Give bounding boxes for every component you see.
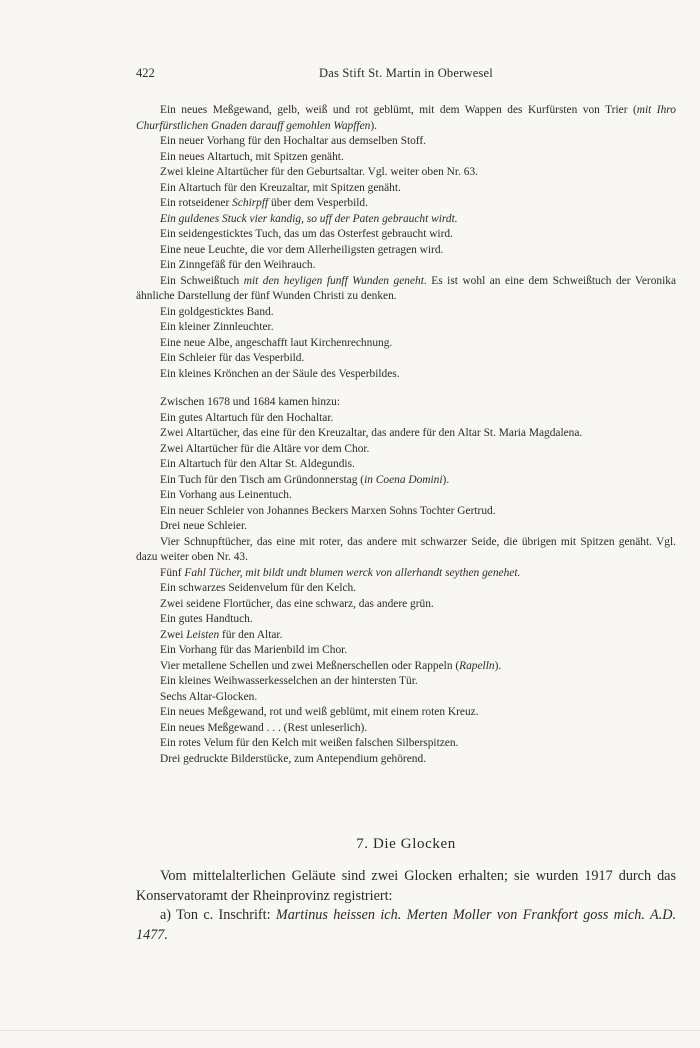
page-header (136, 66, 676, 84)
inventory-item (136, 473, 676, 489)
page-number: 422 (136, 66, 155, 80)
text-run: Ein Zinngefäß für den Weihrauch. (160, 259, 316, 271)
inventory-item (136, 628, 676, 644)
inventory-item (136, 752, 676, 768)
inventory-item (136, 196, 676, 212)
text-run: Zwei Altartücher, das eine für den Kreuzaltar, das andere für den Altar St. Maria Magdalena. (160, 427, 583, 439)
italic-quote: Fahl Tücher, mit bildt undt blumen werck von allerhandt seythen genehet. (184, 566, 521, 579)
text-run: Zwei kleine Altartücher für den Geburtsaltar. Vgl. weiter oben Nr. 63. (160, 166, 478, 178)
inventory-item (136, 643, 676, 659)
inventory-item (136, 305, 676, 321)
inventory-item (136, 103, 676, 134)
text-run: Fünf (160, 566, 185, 579)
inventory-item (136, 411, 676, 427)
text-run: ). (370, 119, 377, 132)
text-run: Ein gutes Altartuch für den Hochaltar. (160, 411, 334, 424)
text-run: Ein Altartuch für den Altar St. Aldegundis. (160, 458, 355, 470)
inventory-item (136, 212, 676, 228)
text-run: Sechs Altar-Glocken. (160, 690, 258, 703)
text-run: Vom mittelalterlichen Geläute sind zwei Glocken erhalten; sie wurden 1917 durch das Konservatoramt der Rheinprovinz registriert: (136, 868, 676, 904)
italic-quote: Martinus heissen ich. Merten Moller von Frankfort goss mich. A.D. 1477. (136, 907, 677, 943)
list-gap (136, 382, 676, 395)
body-paragraph (136, 867, 676, 906)
text-run: Ein Schweißtuch (160, 274, 244, 287)
inventory-item (136, 457, 676, 473)
inventory-item (136, 258, 676, 274)
text-run: Drei gedruckte Bilderstücke, zum Antependium gehörend. (160, 752, 427, 765)
inventory-item (136, 274, 676, 305)
page-bottom-edge (0, 1030, 700, 1031)
text-run: Ein goldgesticktes Band. (160, 305, 274, 318)
text-run: Eine neue Albe, angeschafft laut Kirchenrechnung. (160, 336, 393, 349)
italic-quote: mit Ihro Churfürstlichen Gnaden darauff gemohlen Wapffen (136, 104, 676, 132)
text-run: Ein Altartuch für den Kreuzaltar, mit Spitzen genäht. (160, 181, 401, 194)
text-run: Ein Tuch für den Tisch am Gründonnerstag ( (160, 473, 365, 486)
inventory-item (136, 504, 676, 520)
inventory-item (136, 320, 676, 336)
text-run: Ein kleiner Zinnleuchter. (160, 321, 274, 333)
italic-quote: Leisten (186, 628, 220, 641)
italic-quote: Rapelln (459, 659, 495, 672)
inventory-item (136, 181, 676, 197)
body-paragraph (136, 906, 676, 945)
inventory-item (136, 442, 676, 458)
inventory-item (136, 426, 676, 442)
text-run: Ein Schleier für das Vesperbild. (160, 352, 305, 364)
inventory-intro: Zwischen 1678 und 1684 kamen hinzu: (160, 396, 341, 408)
italic-quote: mit den heyligen funff Wunden geneht (243, 274, 424, 287)
inventory-item (136, 705, 676, 721)
text-run: Zwei seidene Flortücher, das eine schwarz, das andere grün. (160, 597, 434, 610)
body-text (136, 867, 676, 945)
inventory-item (136, 597, 676, 613)
text-run: Ein neues Meßgewand, gelb, weiß und rot geblümt, mit dem Wappen des Kurfürsten von Trier ( (160, 104, 637, 116)
inventory-list-part-1 (136, 103, 676, 382)
text-run: Eine neue Leuchte, die vor dem Allerheiligsten getragen wird. (160, 243, 444, 256)
text-run: Ein Vorhang für das Marienbild im Chor. (160, 644, 348, 656)
italic-quote: Ein guldenes Stuck vier kandig, so uff der Paten gebraucht wirdt. (160, 212, 458, 225)
inventory-item (136, 581, 676, 597)
inventory-item (136, 519, 676, 535)
text-run: Zwei Altartücher für die Altäre vor dem Chor. (160, 442, 370, 455)
inventory-item (136, 612, 676, 628)
inventory-item (136, 243, 676, 259)
inventory-item (136, 150, 676, 166)
text-run: Vier metallene Schellen und zwei Meßnerschellen oder Rappeln ( (160, 659, 460, 672)
inventory-item (136, 165, 676, 181)
text-run: ). (442, 473, 450, 486)
text-run: ). (494, 659, 502, 672)
text-run: Drei neue Schleier. (160, 520, 247, 532)
text-run: Ein gutes Handtuch. (160, 613, 253, 625)
text-run: a) Ton c. Inschrift: (160, 907, 276, 924)
inventory-item (136, 535, 676, 566)
text-run: Ein seidengesticktes Tuch, das um das Osterfest gebraucht wird. (160, 228, 453, 240)
inventory-item (136, 134, 676, 150)
inventory-item (136, 721, 676, 737)
text-run: Ein kleines Krönchen an der Säule des Vesperbildes. (160, 367, 400, 380)
text-run: Ein rotes Velum für den Kelch mit weißen falschen Silberspitzen. (160, 737, 459, 749)
inventory-item (136, 736, 676, 752)
text-run: Vier Schnupftücher, das eine mit roter, das andere mit schwarzer Seide, die übrigen mit Spitzen genäht. Vgl. dazu weiter oben Nr. 43. (136, 535, 676, 563)
text-run: Zwei (160, 628, 187, 641)
text-run: Ein neues Meßgewand, rot und weiß geblümt, mit einem roten Kreuz. (160, 706, 479, 718)
text-run: Ein Vorhang aus Leinentuch. (160, 489, 292, 501)
inventory-item (136, 566, 676, 582)
inventory-item (136, 690, 676, 706)
text-run: für den Altar. (219, 628, 283, 641)
inventory-list-part-2 (136, 411, 676, 768)
text-run: Ein rotseidener (160, 197, 233, 209)
text-run: über dem Vesperbild. (268, 197, 368, 209)
inventory-item (136, 674, 676, 690)
text-run: Ein neues Altartuch, mit Spitzen genäht. (160, 150, 344, 163)
inventory-item (136, 367, 676, 383)
inventory-item (136, 659, 676, 675)
text-run: Ein schwarzes Seidenvelum für den Kelch. (160, 582, 357, 594)
inventory-item (136, 488, 676, 504)
inventory-list (136, 103, 676, 767)
text-run: Ein neuer Schleier von Johannes Beckers Marxen Sohns Tochter Gertrud. (160, 504, 496, 517)
running-title: Das Stift St. Martin in Oberwesel (319, 66, 493, 80)
italic-quote: in Coena Domini (364, 473, 443, 486)
text-run: Ein neues Meßgewand . . . (Rest unleserlich). (160, 721, 368, 734)
italic-quote: Schirpff (232, 197, 269, 209)
section-heading: 7. Die Glocken (356, 836, 456, 852)
text-run: Ein neuer Vorhang für den Hochaltar aus demselben Stoff. (160, 135, 427, 147)
inventory-item (136, 227, 676, 243)
text-run: Ein kleines Weihwasserkesselchen an der hintersten Tür. (160, 675, 418, 687)
inventory-item (136, 351, 676, 367)
inventory-item (136, 336, 676, 352)
text-run: . Es ist wohl an eine dem Schweißtuch der Veronika ähnliche Darstellung der fünf Wunden Christi zu denken. (136, 274, 677, 302)
